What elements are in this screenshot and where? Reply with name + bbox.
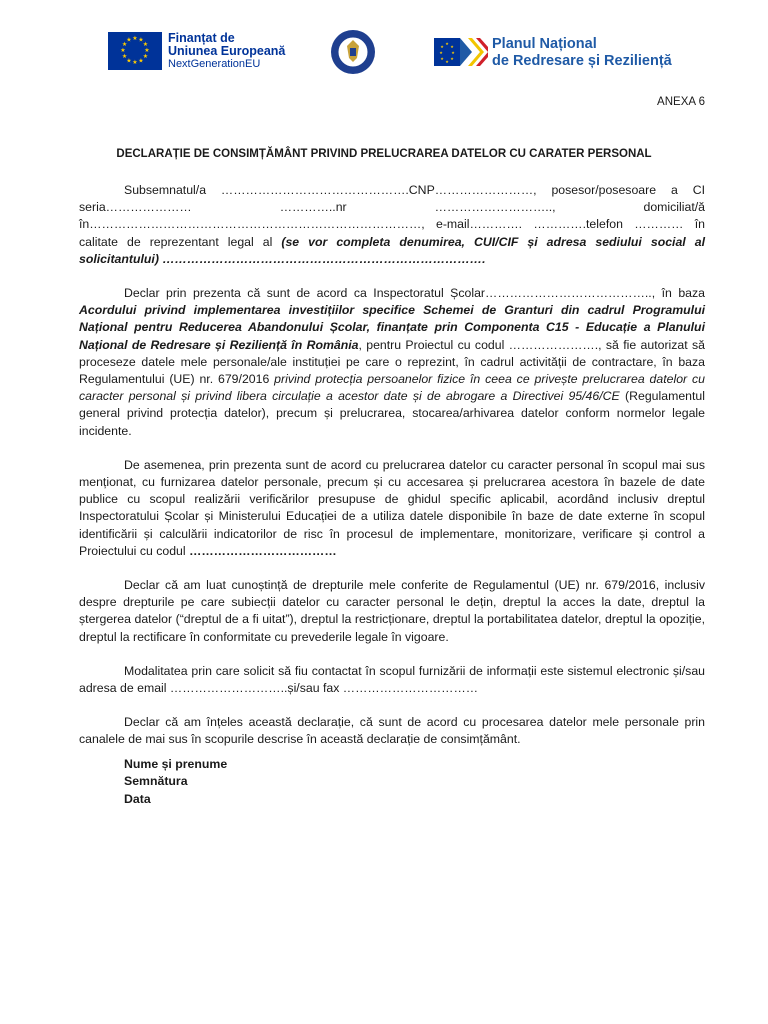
svg-text:★: ★ [440, 56, 444, 61]
eu-flag-icon [108, 32, 162, 70]
document-title: DECLARAȚIE DE CONSIMȚĂMÂNT PRIVIND PRELUCRAREA DATELOR CU CARATER PERSONAL [116, 148, 652, 160]
signature-block [124, 756, 227, 808]
p3-code: ……………………………… [189, 543, 337, 558]
paragraph-consent-processing [79, 285, 705, 440]
paragraph-data-verification [79, 457, 705, 560]
p2-regulation: privind protecția persoanelor fizice în ceea ce privește prelucrarea datelor cu caracter personal și privind libera circulație a acestor date și de abrogare a Directivei 95/46/CE [79, 372, 705, 404]
p2-text-c: , pentru Proiectul cu codul …………………., să fie autorizat să proceseze datele mele personale/ale instituției pe care o reprezint, în cadrul activității de contractare, în baza Regulamentului (UE) nr. 679/2016 [79, 337, 705, 387]
svg-text:★: ★ [144, 47, 150, 54]
svg-text:★: ★ [142, 53, 149, 60]
government-seal-icon [329, 28, 377, 76]
paragraph-contact: Modalitatea prin care solicit să fiu contactat în scopul furnizării de informații este sistemul electronic și/sau adresa de email ………………………..și/sau fax …………………………… [79, 663, 705, 696]
date-label: Data [124, 791, 151, 806]
annex-label: ANEXA 6 [657, 96, 705, 108]
p1-text: Subsemnatul/a ……………………………………….CNP……………………, posesor/posesoare a CI seria………………… …………..nr ……………………….., domiciliat/ă în………………………………………………………………………, e-mail…………. ………….telefon ………… în calitate de reprezentant legal al [79, 183, 705, 249]
svg-text:★: ★ [126, 36, 132, 44]
p2-text-a: Declar prin prezenta că sunt de acord ca Inspectoratul Școlar………………………………….., în baza [124, 286, 705, 301]
svg-text:★: ★ [445, 41, 449, 46]
svg-text:★: ★ [121, 41, 128, 48]
eu-line1: Finanțat de [168, 31, 235, 45]
svg-text:★: ★ [440, 44, 444, 49]
paragraph-understanding: Declar că am înțeles această declarație, că sunt de acord cu procesarea datelor mele personale prin canalele de mai sus în scopurile descrise în această declarație de consimțământ. [79, 715, 705, 747]
pnrr-flag-icon [434, 36, 488, 68]
svg-text:★: ★ [126, 57, 132, 65]
svg-text:★: ★ [439, 50, 443, 55]
paragraph-identification [79, 182, 705, 268]
p2-text-e: (Regulamentul general privind protecția datelor), precum și prelucrarea, stocarea/arhivarea datelor conform normelor legale incidente. [79, 389, 705, 438]
pnrr-line2: de Redresare și Reziliență [492, 53, 672, 69]
svg-text:★: ★ [138, 36, 144, 44]
p1-instruction: (se vor completa denumirea, CUI/CIF și adresa sediului social al solicitantului) ……………………………………………………………………. [79, 234, 705, 266]
eu-line3: NextGenerationEU [168, 58, 261, 70]
svg-text:★: ★ [121, 53, 128, 60]
svg-text:★: ★ [132, 59, 138, 66]
svg-text:★: ★ [132, 35, 138, 42]
svg-text:★: ★ [142, 41, 149, 48]
paragraph-rights: Declar că am luat cunoștință de drepturile mele conferite de Regulamentul (UE) nr. 679/2016, inclusiv despre drepturile pe care subiecții datelor cu caracter personal le dețin, dreptul la acces la date, dreptul la ștergerea datelor (“dreptul de a fi uitat”), dreptul la restricționare, dreptul la portabilitatea datelor, dreptul la opoziție, dreptul la rectificare în conformitate cu prevederile legale în vigoare. [79, 578, 705, 644]
p2-agreement: Acordului privind implementarea investițiilor specifice Schemei de Granturi din cadrul Programului Național pentru Reducerea Abandonului Școlar, finanțate prin Componenta C15 - Educație a Planului Național de Redresare și Reziliență în România [79, 303, 705, 352]
svg-text:★: ★ [138, 57, 144, 65]
svg-text:★: ★ [450, 56, 454, 61]
name-label: Nume și prenume [124, 757, 228, 771]
svg-text:★: ★ [120, 47, 126, 54]
p3-text: De asemenea, prin prezenta sunt de acord cu prelucrarea datelor cu caracter personal în scopul mai sus menționat, cu furnizarea datelor personale, precum și cu accesarea și prelucrarea acestora în bazele de date publice cu scopul realizării verificărilor presupuse de ghidul specific aplicabil, acordând inclusiv dreptul Inspectoratului Școlar și Ministerului Educației de a utiliza datele disponibile în baze de date externe în scopul identificării și calculării indicatorilor de risc în procesul de implementare, monitorizare, verificare și control a Proiectului cu codul [79, 457, 705, 558]
declaration-body [79, 182, 705, 766]
svg-text:★: ★ [445, 59, 449, 64]
eu-line2: Uniunea Europeană [168, 44, 286, 58]
logo-header [0, 0, 768, 90]
pnrr-line1: Planul Național [492, 36, 597, 52]
pnrr-logo [434, 36, 672, 73]
svg-text:★: ★ [450, 44, 454, 49]
signature-label: Semnătura [124, 774, 188, 789]
svg-text:★: ★ [451, 50, 455, 55]
